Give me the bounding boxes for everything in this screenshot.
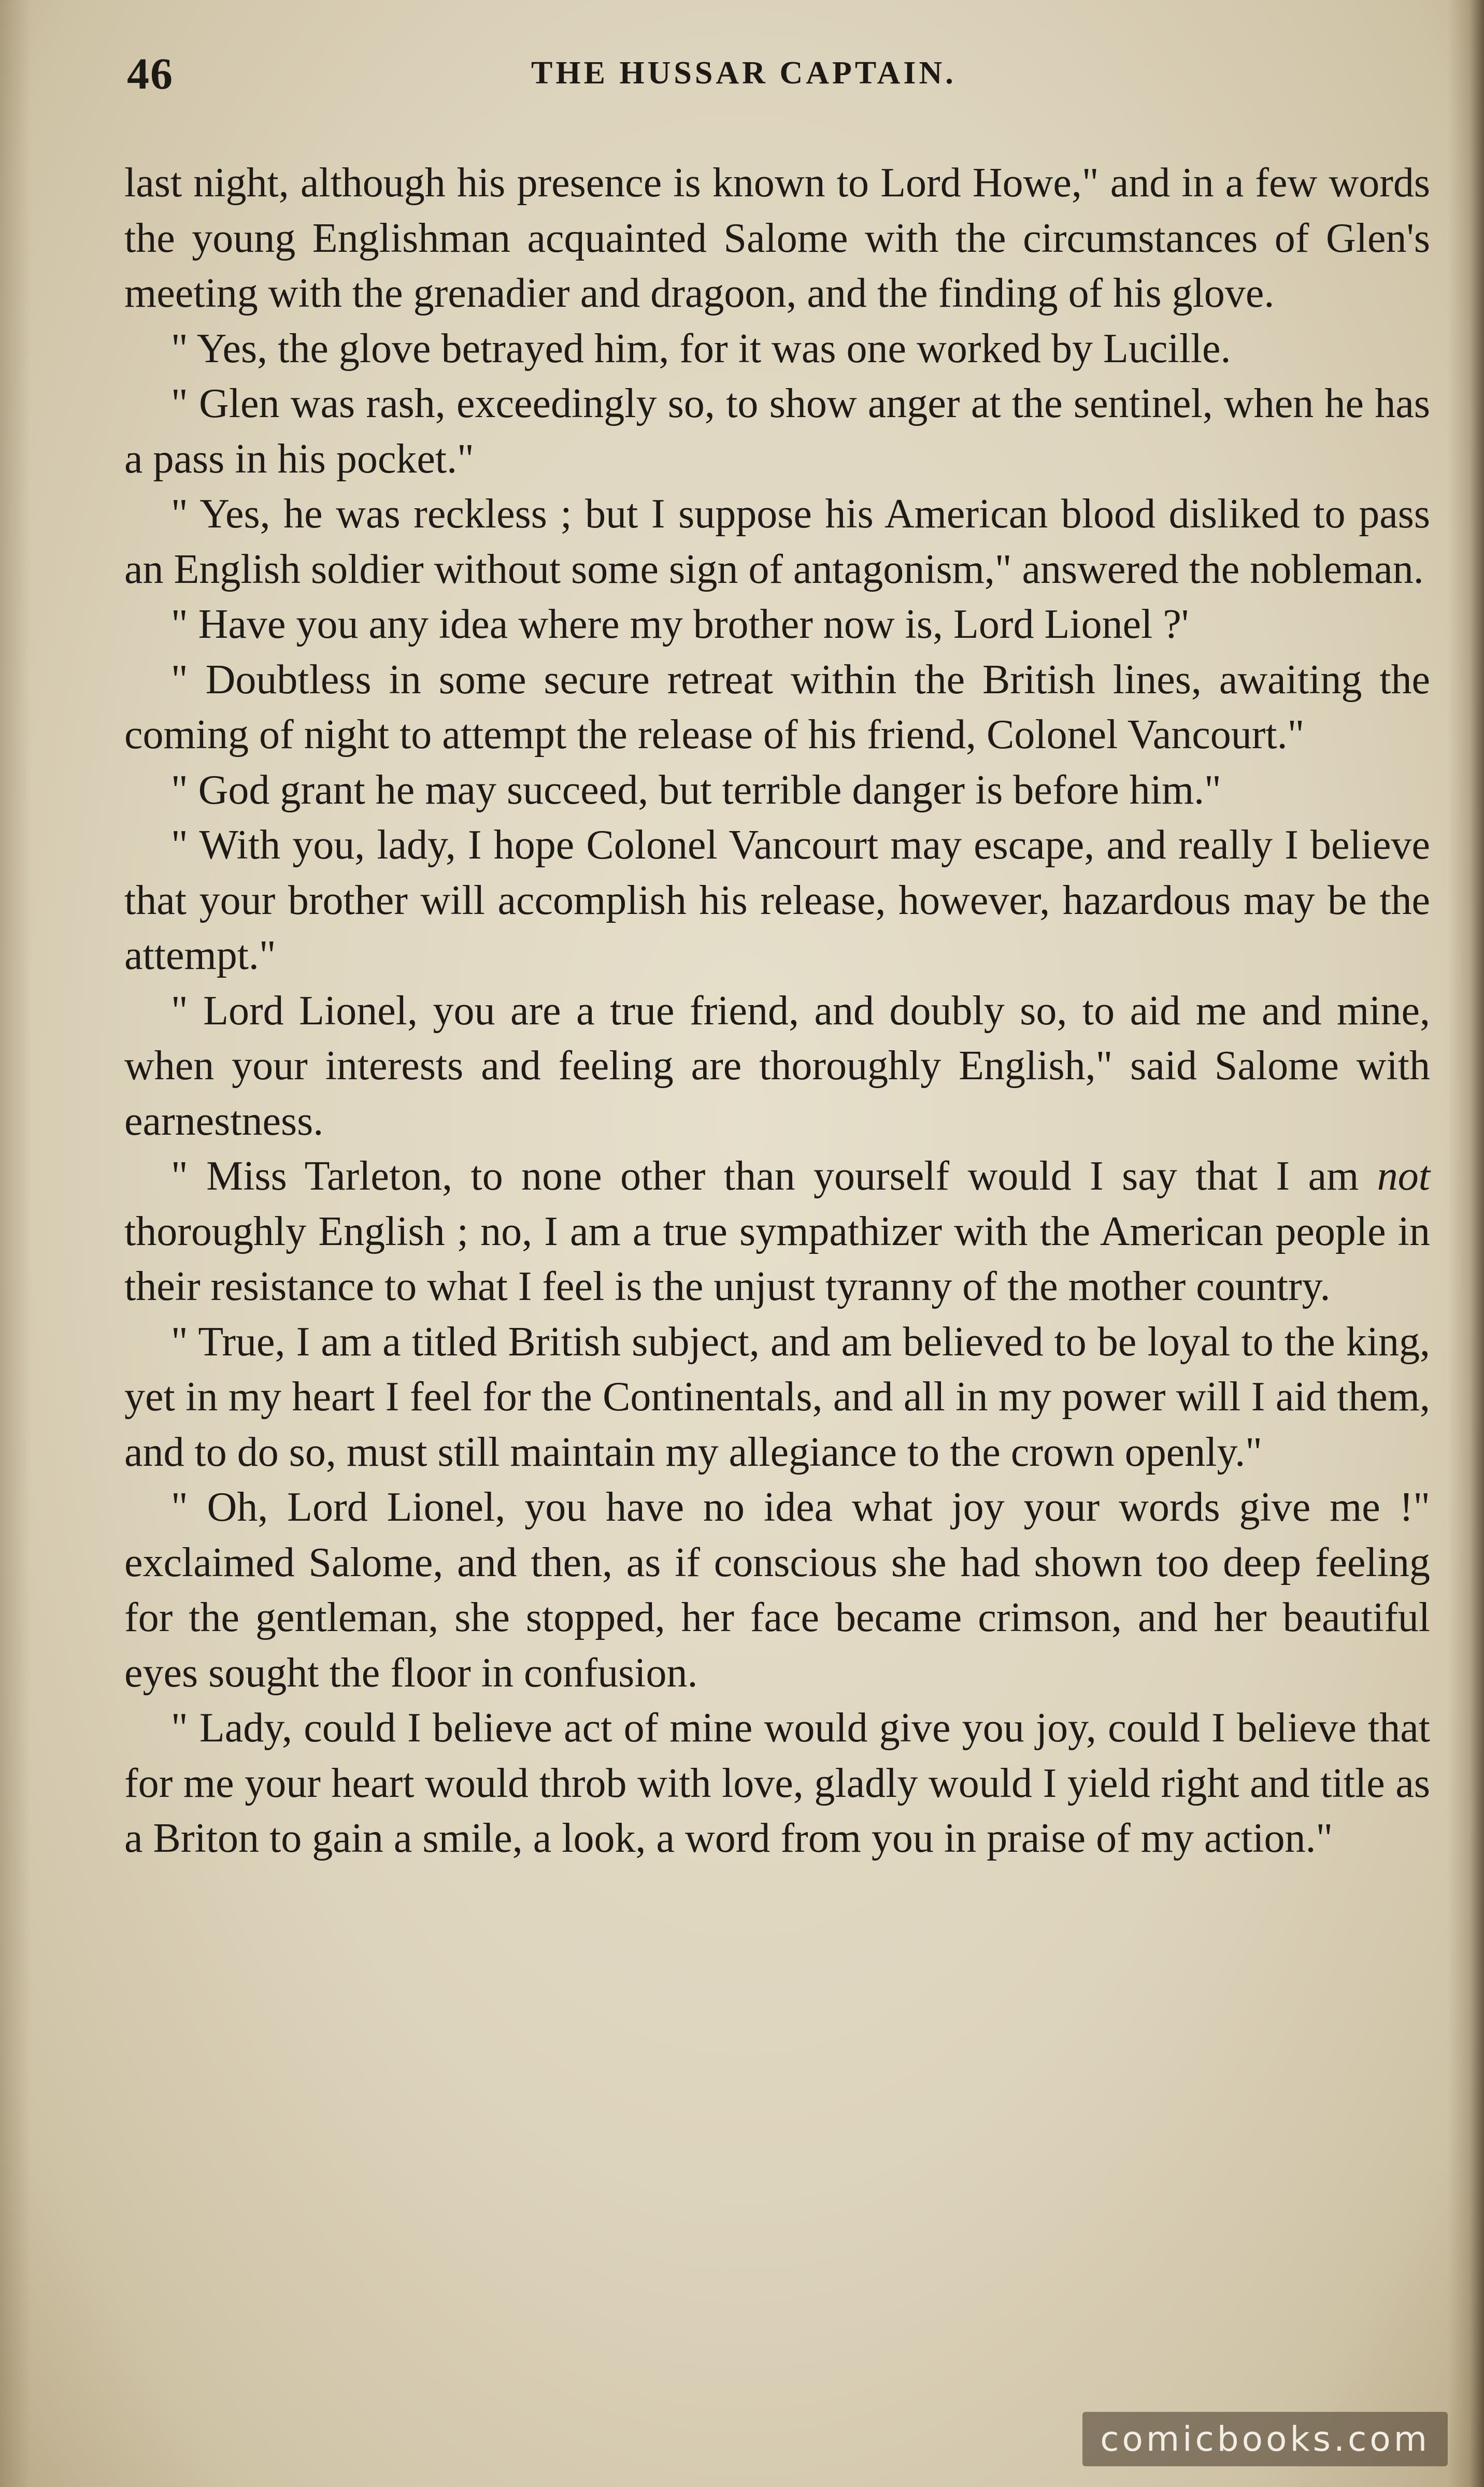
paragraph: " True, I am a titled British subject, and am believed to be loyal to the king, yet in my heart I feel for the Continentals, and all in my power will I aid them, and to do so, must still maintain my allegiance to the crown openly." <box>124 1319 1430 1475</box>
paragraph: " Have you any idea where my brother now is, Lord Lionel ?' <box>171 602 1189 647</box>
body-text <box>124 155 1430 1866</box>
watermark: comicbooks.com <box>1082 2412 1448 2466</box>
page-header <box>127 48 1380 105</box>
paragraph: " Yes, the glove betrayed him, for it was one worked by Lucille. <box>171 325 1231 371</box>
paragraph: " Glen was rash, exceedingly so, to show anger at the sentinel, when he has a pass in his pocket." <box>124 381 1430 482</box>
paragraph: " With you, lady, I hope Colonel Vancourt may escape, and really I believe that your brother will accomplish his release, however, hazardous may be the attempt." <box>124 822 1430 978</box>
paragraph: " Yes, he was reckless ; but I suppose his American blood disliked to pass an English soldier without some sign of antagonism," answered the nobleman. <box>124 491 1430 592</box>
paragraph <box>124 1149 1430 1314</box>
page-left-edge <box>0 0 31 2487</box>
paragraph: " Oh, Lord Lionel, you have no idea what joy your words give me !" exclaimed Salome, and then, as if conscious she had shown too deep feeling for the gentleman, she stopped, her face became crimson, and her beautiful eyes sought the floor in confusion. <box>124 1484 1430 1696</box>
paragraph: " Lord Lionel, you are a true friend, and doubly so, to aid me and mine, when your interests and feeling are thoroughly English," said Salome with earnestness. <box>124 988 1430 1144</box>
emphasis-text: not <box>1377 1153 1430 1199</box>
page-number: 46 <box>127 49 174 98</box>
paragraph-text: " Miss Tarleton, to none other than yourself would I say that I am <box>171 1153 1377 1199</box>
page-right-edge <box>1448 0 1484 2487</box>
paragraph: " Doubtless in some secure retreat within the British lines, awaiting the coming of night to attempt the release of his friend, Colonel Vancourt." <box>124 656 1430 757</box>
paragraph-text: thoroughly English ; no, I am a true sympathizer with the American people in their resistance to what I feel is the unjust tyranny of the mother country. <box>124 1208 1430 1309</box>
running-head: THE HUSSAR CAPTAIN. <box>531 55 957 91</box>
paragraph: " Lady, could I believe act of mine would give you joy, could I believe that for me your heart would throb with love, gladly would I yield right and title as a Briton to gain a smile, a look, a word from you in praise of my action." <box>124 1705 1430 1861</box>
paragraph: " God grant he may succeed, but terrible danger is before him." <box>171 767 1221 813</box>
paragraph: last night, although his presence is known to Lord Howe," and in a few words the young Englishman acquainted Salome with the circumstances of Glen's meeting with the grenadier and dragoon, and the finding of his glove. <box>124 160 1430 316</box>
